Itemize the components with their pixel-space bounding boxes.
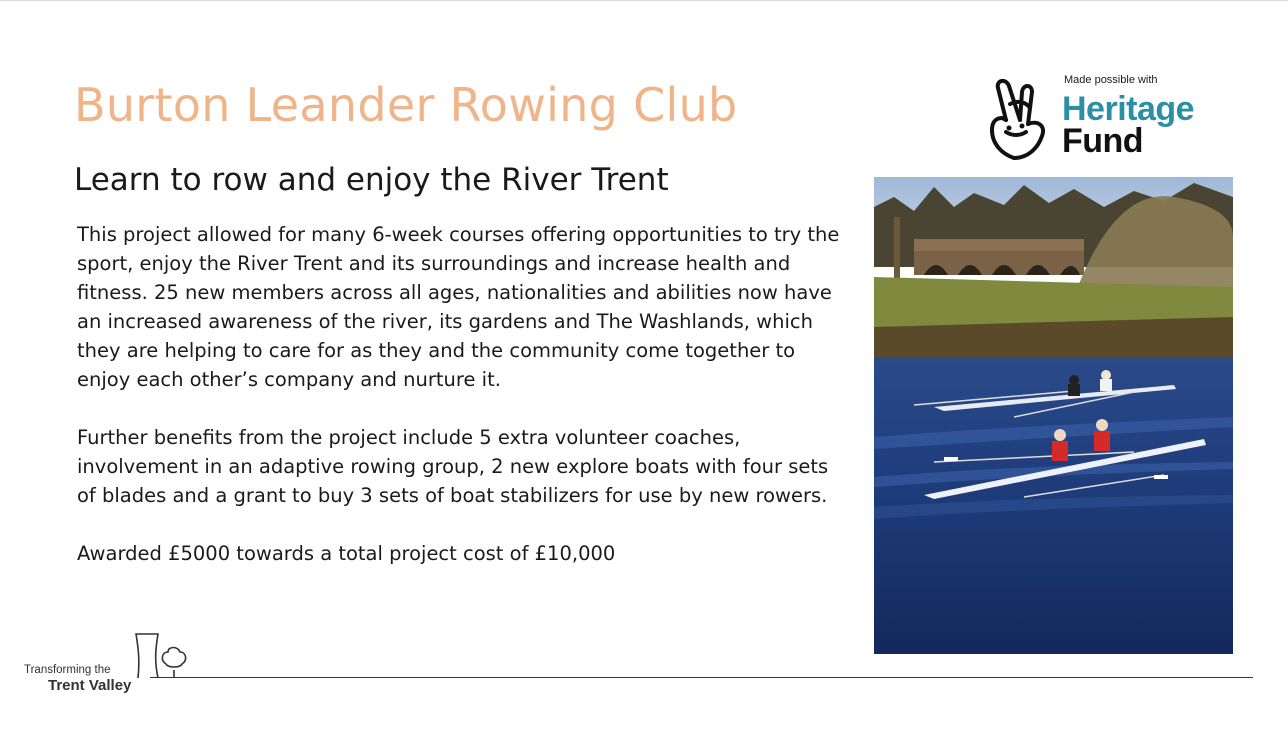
footer-line-1: Transforming the bbox=[24, 664, 111, 676]
footer-divider bbox=[150, 677, 1253, 678]
body-text bbox=[77, 220, 847, 597]
slide-title: Burton Leander Rowing Club bbox=[74, 78, 738, 132]
paragraph-1: This project allowed for many 6-week courses offering opportunities to try the sport, enjoy the River Trent and its surroundings and increase health and fitness. 25 new members across all ages, nationalities and abilities now have an increased awareness of the river, its gardens and The Washlands, which they are helping to care for as they and the community come together to enjoy each other’s company and nurture it. bbox=[77, 223, 840, 391]
crossed-fingers-icon bbox=[984, 74, 1054, 162]
transforming-trent-valley-logo bbox=[24, 630, 194, 700]
top-border bbox=[0, 0, 1288, 1]
rowing-photo bbox=[874, 177, 1233, 654]
paragraph-2: Further benefits from the project include 5 extra volunteer coaches, involvement in an adaptive rowing group, 2 new explore boats with four sets of blades and a grant to buy 3 sets of boat stabilizers for use by new rowers. bbox=[77, 426, 829, 507]
logo-small-text: Made possible with bbox=[1064, 74, 1158, 86]
tower-tree-icon bbox=[124, 630, 192, 680]
footer-line-2: Trent Valley bbox=[48, 677, 132, 694]
paragraph-3: Awarded £5000 towards a total project cost of £10,000 bbox=[77, 542, 616, 565]
logo-word-fund: Fund bbox=[1062, 122, 1144, 160]
logo-word-heritage: Heritage bbox=[1062, 90, 1195, 128]
heritage-fund-logo bbox=[984, 72, 1224, 164]
slide-subtitle: Learn to row and enjoy the River Trent bbox=[74, 162, 669, 198]
